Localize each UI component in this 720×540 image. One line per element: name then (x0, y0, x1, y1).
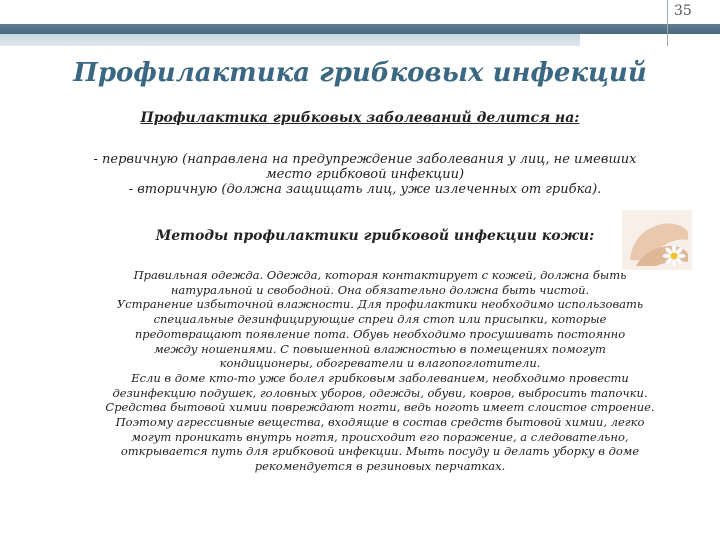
daisy-icon (663, 245, 686, 268)
secondary-line: - вторичную (должна защищать лиц, уже излеченных от грибка). (128, 182, 602, 197)
header-bar (0, 24, 720, 34)
body-line: открывается путь для грибковой инфекции. Мыть посуду и делать уборку в доме (120, 444, 640, 459)
body-line: рекомендуется в резиновых перчатках. (254, 459, 506, 474)
body-line: кондиционеры, обогреватели и влагопоглотители. (219, 356, 541, 371)
body-line: предотвращают появление пота. Обувь необходимо просушивать постоянно (134, 326, 626, 341)
methods-body (48, 268, 712, 474)
body-line: Если в доме кто-то уже болел грибковым заболеванием, необходимо провести (131, 370, 629, 385)
primary-line-2: место грибковой инфекции) (265, 167, 465, 182)
body-line: Поэтому агрессивные вещества, входящие в состав средств бытовой химии, легко (115, 415, 645, 430)
body-line: Правильная одежда. Одежда, которая контактирует с кожей, должна быть (133, 268, 627, 282)
page-number-divider (667, 0, 668, 46)
feet-with-daisy-image (622, 210, 692, 270)
body-line: Устранение избыточной влажности. Для профилактики необходимо использовать (116, 297, 644, 312)
slide-title: Профилактика грибковых инфекций (73, 58, 647, 88)
prevention-types (40, 152, 690, 197)
body-line: между ношениями. С повышенной влажностью в помещениях помогут (154, 341, 606, 356)
body-line: натуральной и свободной. Она обязательно должна быть чистой. (170, 282, 590, 297)
slide-subtitle: Профилактика грибковых заболеваний делится на: (140, 110, 580, 126)
body-line: дезинфекцию подушек, головных уборов, одежды, обуви, ковров, выбросить тапочки. (112, 385, 648, 400)
body-line: специальные дезинфицирующие спреи для стоп или присыпки, которые (153, 312, 607, 327)
body-line: могут проникать внутрь ногтя, происходит его поражение, а следовательно, (131, 429, 629, 444)
methods-heading: Методы профилактики грибковой инфекции кожи: (155, 228, 595, 244)
body-line: Средства бытовой химии повреждают ногти, ведь ноготь имеет слоистое строение. (105, 400, 655, 415)
primary-line-1: - первичную (направлена на предупреждение заболевания у лиц, не имевших (93, 152, 637, 167)
page-number: 35 (674, 3, 692, 19)
header-accent-bar (0, 34, 580, 46)
